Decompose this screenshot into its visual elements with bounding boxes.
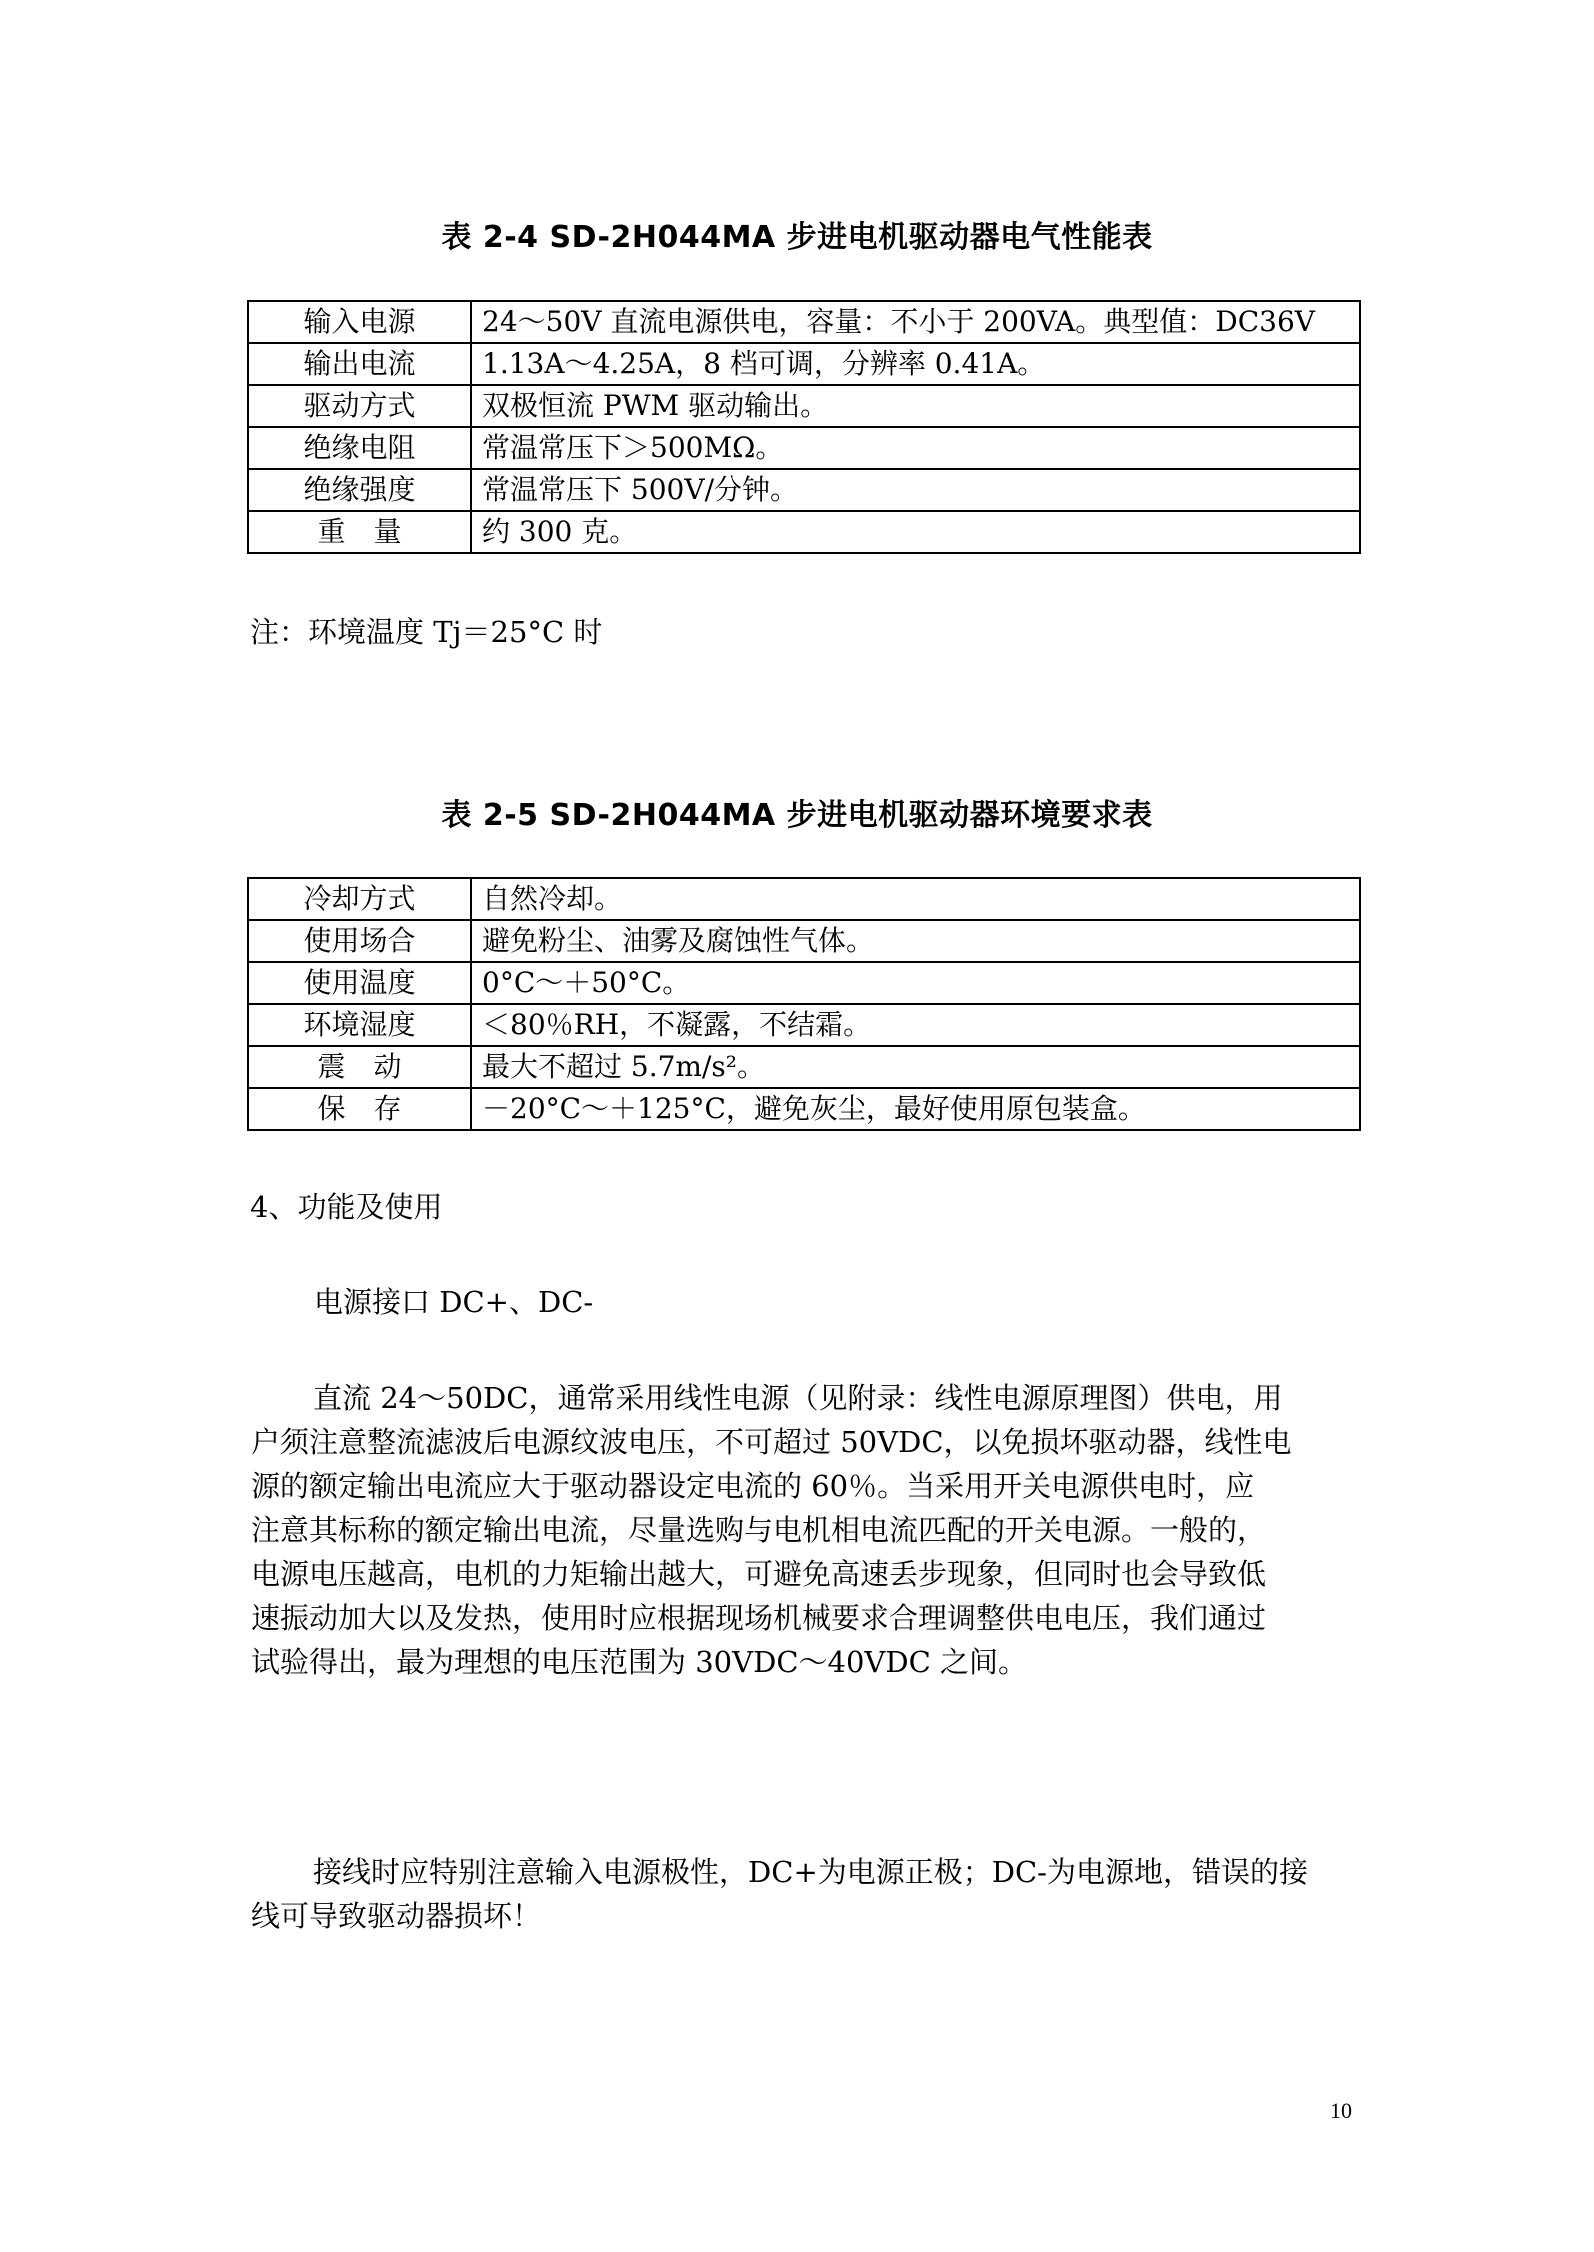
table-value-cell: 0°C～＋50°C。 [471,962,1360,1004]
table-key-cell: 冷却方式 [248,878,471,920]
table-row [248,920,1360,962]
table-row [248,1046,1360,1088]
paragraph-line: 直流 24～50DC，通常采用线性电源（见附录：线性电源原理图）供电，用 [313,1381,1283,1415]
table-key-cell: 环境湿度 [248,1004,471,1046]
table-value-cell: －20°C～＋125°C，避免灰尘，最好使用原包装盒。 [471,1088,1360,1130]
body-paragraph-2 [251,1850,1363,1938]
section-subheading: 电源接口 DC+、DC- [314,1285,594,1319]
table-value-cell: 最大不超过 5.7m/s²。 [471,1046,1360,1088]
table-value-cell: 常温常压下＞500MΩ。 [471,427,1360,469]
paragraph-line: 线可导致驱动器损坏！ [251,1899,542,1933]
table-row [248,343,1360,385]
paragraph-line: 电源电压越高，电机的力矩输出越大，可避免高速丢步现象，但同时也会导致低 [251,1557,1267,1591]
table-2-4 [247,300,1361,554]
table-row [248,1004,1360,1046]
table-row [248,301,1360,343]
table-value-cell: 避免粉尘、油雾及腐蚀性气体。 [471,920,1360,962]
table-key-cell: 绝缘电阻 [248,427,471,469]
body-paragraph-1 [251,1376,1363,1684]
section-heading: 4、功能及使用 [250,1190,443,1224]
table-key-cell: 保 存 [248,1088,471,1130]
table-key-cell: 重 量 [248,511,471,553]
table-value-cell: 双极恒流 PWM 驱动输出。 [471,385,1360,427]
paragraph-line: 源的额定输出电流应大于驱动器设定电流的 60％。当采用开关电源供电时，应 [251,1469,1255,1503]
table-key-cell: 输出电流 [248,343,471,385]
table-row [248,1088,1360,1130]
table-key-cell: 绝缘强度 [248,469,471,511]
table-value-cell: ＜80％RH，不凝露，不结霜。 [471,1004,1360,1046]
table-row [248,469,1360,511]
table-row [248,385,1360,427]
table-2-4-note: 注：环境温度 Tj＝25°C 时 [250,615,603,649]
table-value-cell: 约 300 克。 [471,511,1360,553]
table-key-cell: 使用场合 [248,920,471,962]
paragraph-line: 速振动加大以及发热，使用时应根据现场机械要求合理调整供电电压，我们通过 [251,1601,1267,1635]
paragraph-line: 接线时应特别注意输入电源极性，DC+为电源正极；DC-为电源地，错误的接 [313,1855,1308,1889]
table-value-cell: 常温常压下 500V/分钟。 [471,469,1360,511]
table-value-cell: 24～50V 直流电源供电，容量：不小于 200VA。典型值：DC36V [471,301,1360,343]
table-2-4-caption: 表 2-4 SD-2H044MA 步进电机驱动器电气性能表 [441,220,1153,255]
page-number: 10 [1330,2098,1352,2123]
table-row [248,878,1360,920]
paragraph-line: 注意其标称的额定输出电流，尽量选购与电机相电流匹配的开关电源。一般的， [251,1513,1267,1547]
table-value-cell: 1.13A～4.25A，8 档可调，分辨率 0.41A。 [471,343,1360,385]
table-value-cell: 自然冷却。 [471,878,1360,920]
table-row [248,511,1360,553]
table-key-cell: 输入电源 [248,301,471,343]
table-2-5 [247,877,1361,1131]
table-row [248,427,1360,469]
table-key-cell: 震 动 [248,1046,471,1088]
paragraph-line: 试验得出，最为理想的电压范围为 30VDC～40VDC 之间。 [251,1645,1028,1679]
table-key-cell: 驱动方式 [248,385,471,427]
table-2-5-caption: 表 2-5 SD-2H044MA 步进电机驱动器环境要求表 [441,798,1153,833]
table-key-cell: 使用温度 [248,962,471,1004]
table-row [248,962,1360,1004]
paragraph-line: 户须注意整流滤波后电源纹波电压，不可超过 50VDC，以免损坏驱动器，线性电 [251,1425,1292,1459]
